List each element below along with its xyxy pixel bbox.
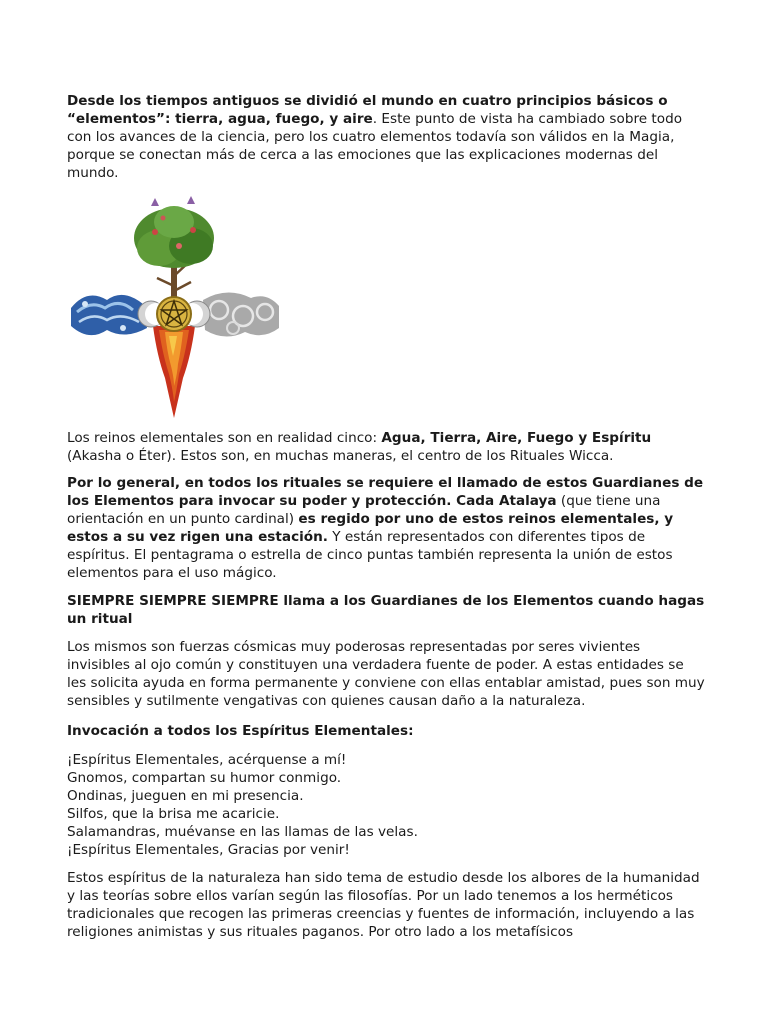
invocacion-title-bold: Invocación a todos los Espíritus Elementales:: [67, 723, 414, 739]
rituales-paragraph: [67, 474, 707, 582]
pentacle-icon: [157, 297, 191, 331]
air-icon: [203, 292, 279, 336]
intro-text: . Este punto de vista ha cambiado sobre todo con los avances de la ciencia, pero los cuatro elementos todavía son válidos en la Magia, porque se conectan más de cerca a las emociones que las explicaciones modernas del mundo.: [67, 111, 683, 181]
fire-icon: [153, 326, 195, 418]
poem-line: Silfos, que la brisa me acaricie.: [67, 806, 280, 822]
invocacion-poem: [67, 751, 707, 859]
invocacion-title: [67, 722, 707, 740]
poem-line: Salamandras, muévanse en las llamas de las velas.: [67, 824, 418, 840]
intro-bold: Desde los tiempos antiguos se dividió el mundo en cuatro principios básicos o “elementos”: tierra, agua, fuego, y aire: [67, 93, 668, 127]
rituales-bold-2: es regido por uno de estos reinos elementales, y estos a su vez rigen una estación.: [67, 511, 674, 545]
tree-icon: [134, 196, 214, 308]
poem-line: Gnomos, compartan su humor conmigo.: [67, 770, 342, 786]
fuerzas-paragraph: Los mismos son fuerzas cósmicas muy poderosas representadas por seres vivientes invisibles al ojo común y constituyen una verdadera fuente de poder. A estas entidades se les solicita ayuda en forma permanente y conviene con ellas entablar amistad, pues son muy sensibles y sutilmente vengativas con quienes causan daño a la naturaleza.: [67, 639, 705, 709]
siempre-bold: SIEMPRE SIEMPRE SIEMPRE llama a los Guardianes de los Elementos cuando hagas un ritual: [67, 593, 705, 627]
poem-line: ¡Espíritus Elementales, Gracias por venir!: [67, 842, 350, 858]
elements-illustration: [67, 196, 282, 421]
reinos-bold: Agua, Tierra, Aire, Fuego y Espíritu: [381, 430, 652, 446]
water-icon: [71, 295, 147, 335]
reinos-paragraph: [67, 429, 707, 465]
reinos-text-1: Los reinos elementales son en realidad cinco:: [67, 430, 382, 446]
final-paragraph: Estos espíritus de la naturaleza han sido tema de estudio desde los albores de la humanidad y las teorías sobre ellos varían según las filosofías. Por un lado tenemos a los herméticos tradicionales que recogen las primeras creencias y fuentes de información, incluyendo a las religiones animistas y sus rituales paganos. Por otro lado a los metafísicos: [67, 870, 700, 940]
rituales-bold-1: Por lo general, en todos los rituales se requiere el llamado de estos Guardianes de los Elementos para invocar su poder y protección. Cada Atalaya: [67, 475, 704, 509]
siempre-heading: [67, 592, 707, 628]
poem-line: ¡Espíritus Elementales, acérquense a mí!: [67, 752, 347, 768]
reinos-text-2: (Akasha o Éter). Estos son, en muchas maneras, el centro de los Rituales Wicca.: [67, 448, 614, 464]
document-body: [67, 92, 707, 941]
rituales-text-1: (que tiene una orientación en un punto cardinal): [67, 493, 661, 527]
intro-paragraph: [67, 92, 707, 182]
rituales-text-2: Y están representados con diferentes tipos de espíritus. El pentagrama o estrella de cinco puntas también representa la unión de estos elementos para el uso mágico.: [67, 529, 673, 581]
poem-line: Ondinas, jueguen en mi presencia.: [67, 788, 304, 804]
